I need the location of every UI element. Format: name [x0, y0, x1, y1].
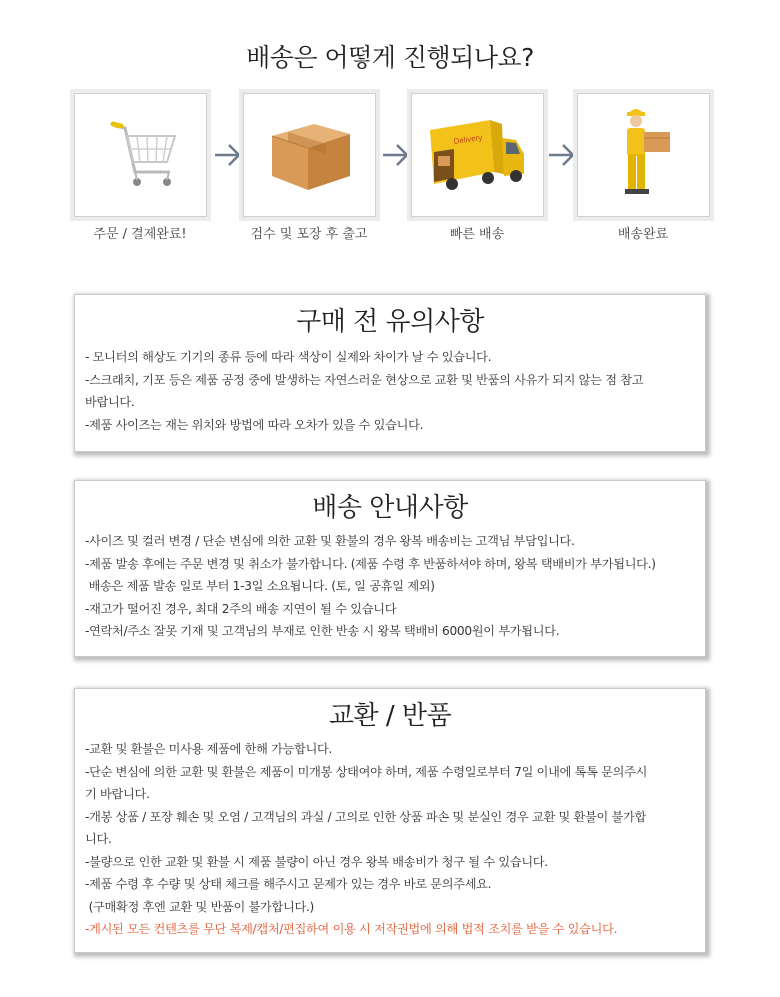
shipping-list — [75, 530, 705, 643]
step-label-order: 주문 / 결제완료! — [93, 227, 187, 242]
step-label-packing: 검수 및 포장 후 출고 — [250, 227, 368, 242]
shipping-line: -재고가 떨어진 경우, 최대 2주의 배송 지연이 될 수 있습니다 — [85, 601, 397, 616]
shipping-line: 배송은 제품 발송 일로 부터 1-3일 소요됩니다. (토, 일 공휴일 제외) — [85, 579, 435, 593]
box-icon — [244, 94, 377, 218]
shipping-line: -사이즈 및 컬러 변경 / 단순 변심에 의한 교환 및 환불의 경우 왕복 배송비는 고객님 부담입니다. — [85, 534, 575, 548]
exchange-title: 교환 / 반품 — [328, 701, 452, 731]
page-title: 배송은 어떻게 진행되나요? — [246, 43, 534, 72]
notice-line: -제품 사이즈는 재는 위치와 방법에 따라 오차가 있을 수 있습니다. — [85, 417, 424, 432]
delivery-truck-icon — [412, 94, 545, 218]
exchange-line: -교환 및 환불은 미사용 제품에 한해 가능합니다. — [85, 742, 333, 756]
shipping-line: -연락처/주소 잘못 기재 및 고객님의 부재로 인한 반송 시 왕복 택배비 6000원이 부가됩니다. — [85, 624, 560, 638]
exchange-line: -불량으로 인한 교환 및 환불 시 제품 불량이 아닌 경우 왕복 배송비가 청구 될 수 있습니다. — [85, 854, 548, 869]
step-shipping-card — [411, 93, 544, 217]
arrow-right-icon — [213, 142, 243, 168]
step-label-shipping: 빠른 배송 — [449, 227, 505, 242]
notice-line: - 모니터의 해상도 기기의 종류 등에 따라 색상이 실제와 차이가 날 수 있습니다. — [85, 350, 492, 364]
step-order-card — [74, 93, 207, 217]
shopping-cart-icon — [75, 94, 208, 218]
truck-logo: Delivery — [453, 133, 483, 146]
exchange-line: 니다. — [85, 832, 112, 846]
arrow-right-icon — [381, 142, 411, 168]
step-packing-card — [243, 93, 376, 217]
shipping-section — [74, 480, 706, 657]
notice-line: -스크래치, 기포 등은 제품 공정 중에 발생하는 자연스러운 현상으로 교환 및 반품의 사유가 되지 않는 점 참고 — [85, 372, 644, 387]
step-label-complete: 배송완료 — [617, 227, 669, 242]
arrow-right-icon — [547, 142, 577, 168]
delivery-man-icon — [578, 94, 711, 218]
notice-title: 구매 전 유의사항 — [296, 307, 484, 337]
exchange-line: (구매확정 후엔 교환 및 반품이 불가합니다.) — [85, 899, 314, 914]
exchange-line: 기 바랍니다. — [85, 787, 150, 801]
shipping-line: -제품 발송 후에는 주문 변경 및 취소가 불가합니다. (제품 수령 후 반품하셔야 하며, 왕복 택배비가 부가됩니다.) — [85, 556, 656, 571]
notice-section — [74, 294, 706, 452]
notice-line: 바랍니다. — [85, 395, 135, 409]
exchange-line: -단순 변심에 의한 교환 및 환불은 제품이 미개봉 상태여야 하며, 제품 수령일로부터 7일 이내에 톡톡 문의주시 — [85, 764, 648, 779]
step-complete-card — [577, 93, 710, 217]
exchange-section — [74, 688, 706, 953]
notice-list — [75, 346, 705, 436]
exchange-line: -제품 수령 후 수량 및 상태 체크를 해주시고 문제가 있는 경우 바로 문의주세요. — [85, 877, 492, 891]
copyright-warning: -게시된 모든 컨텐츠를 무단 복제/캡처/편집하여 이용 시 저작권법에 의해 법적 조치를 받을 수 있습니다. — [85, 922, 618, 936]
exchange-line: -개봉 상품 / 포장 훼손 및 오염 / 고객님의 과실 / 고의로 인한 상품 파손 및 분실인 경우 교환 및 환불이 불가합 — [85, 809, 646, 824]
exchange-list — [75, 738, 705, 941]
shipping-title: 배송 안내사항 — [312, 493, 468, 523]
